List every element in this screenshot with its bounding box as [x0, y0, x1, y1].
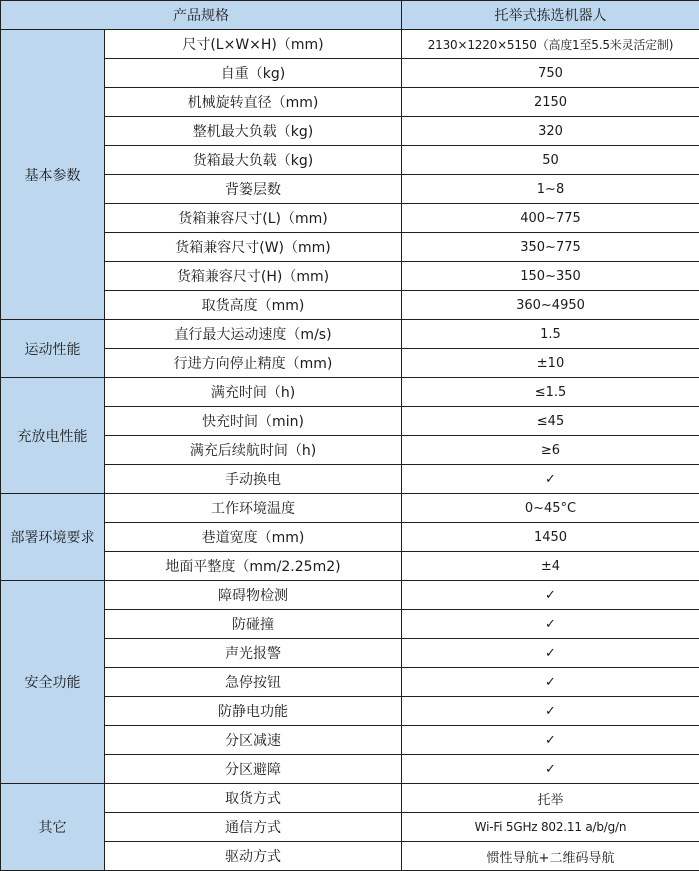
header-row	[1, 1, 699, 30]
category-cell: 运动性能	[1, 320, 105, 378]
table-row	[1, 320, 699, 349]
param-cell: 直行最大运动速度（m/s)	[105, 320, 402, 349]
table-row	[1, 813, 699, 842]
table-row	[1, 262, 699, 291]
table-row	[1, 30, 699, 59]
value-cell: ✓	[402, 610, 699, 639]
table-row	[1, 59, 699, 88]
table-row	[1, 349, 699, 378]
param-cell: 尺寸(L×W×H)（mm)	[105, 30, 402, 59]
value-cell: ±4	[402, 552, 699, 581]
param-cell: 急停按钮	[105, 668, 402, 697]
value-cell: 50	[402, 146, 699, 175]
value-cell: ≥6	[402, 436, 699, 465]
category-cell: 安全功能	[1, 581, 105, 784]
table-row	[1, 639, 699, 668]
value-cell: Wi-Fi 5GHz 802.11 a/b/g/n	[402, 813, 699, 842]
value-cell: ±10	[402, 349, 699, 378]
table-row	[1, 581, 699, 610]
table-row	[1, 291, 699, 320]
value-cell: 150~350	[402, 262, 699, 291]
param-cell: 声光报警	[105, 639, 402, 668]
param-cell: 驱动方式	[105, 842, 402, 871]
param-cell: 巷道宽度（mm)	[105, 523, 402, 552]
table-row	[1, 842, 699, 871]
table-row	[1, 668, 699, 697]
value-cell: 750	[402, 59, 699, 88]
table-row	[1, 552, 699, 581]
header-model: 托举式拣选机器人	[402, 1, 699, 30]
param-cell: 障碍物检测	[105, 581, 402, 610]
value-cell: 2130×1220×5150（高度1至5.5米灵活定制)	[402, 30, 699, 59]
param-cell: 防碰撞	[105, 610, 402, 639]
table-row	[1, 784, 699, 813]
value-cell: ✓	[402, 639, 699, 668]
table-row	[1, 378, 699, 407]
table-header	[1, 1, 699, 30]
param-cell: 通信方式	[105, 813, 402, 842]
value-cell: ✓	[402, 726, 699, 755]
table-row	[1, 117, 699, 146]
table-row	[1, 175, 699, 204]
table-row	[1, 88, 699, 117]
param-cell: 分区减速	[105, 726, 402, 755]
param-cell: 地面平整度（mm/2.25m2)	[105, 552, 402, 581]
value-cell: ≤45	[402, 407, 699, 436]
table-row	[1, 146, 699, 175]
value-cell: 1450	[402, 523, 699, 552]
param-cell: 分区避障	[105, 755, 402, 784]
value-cell: 350~775	[402, 233, 699, 262]
table-row	[1, 465, 699, 494]
value-cell: 0~45°C	[402, 494, 699, 523]
value-cell: ≤1.5	[402, 378, 699, 407]
param-cell: 满充后续航时间（h)	[105, 436, 402, 465]
table-row	[1, 407, 699, 436]
param-cell: 背篓层数	[105, 175, 402, 204]
table-row	[1, 494, 699, 523]
param-cell: 满充时间（h)	[105, 378, 402, 407]
value-cell: 1~8	[402, 175, 699, 204]
value-cell: 360~4950	[402, 291, 699, 320]
param-cell: 整机最大负载（kg)	[105, 117, 402, 146]
table-row	[1, 233, 699, 262]
value-cell: 惯性导航+二维码导航	[402, 842, 699, 871]
param-cell: 手动换电	[105, 465, 402, 494]
param-cell: 自重（kg)	[105, 59, 402, 88]
value-cell: ✓	[402, 755, 699, 784]
table-row	[1, 755, 699, 784]
table-row	[1, 726, 699, 755]
value-cell: 320	[402, 117, 699, 146]
value-cell: 2150	[402, 88, 699, 117]
value-cell: ✓	[402, 697, 699, 726]
value-cell: 托举	[402, 784, 699, 813]
value-cell: 1.5	[402, 320, 699, 349]
param-cell: 货箱兼容尺寸(W)（mm)	[105, 233, 402, 262]
param-cell: 行进方向停止精度（mm)	[105, 349, 402, 378]
param-cell: 货箱兼容尺寸(L)（mm)	[105, 204, 402, 233]
value-cell: ✓	[402, 581, 699, 610]
category-cell: 基本参数	[1, 30, 105, 320]
value-cell: ✓	[402, 668, 699, 697]
table-row	[1, 610, 699, 639]
header-params: 产品规格	[1, 1, 402, 30]
table-row	[1, 697, 699, 726]
param-cell: 工作环境温度	[105, 494, 402, 523]
param-cell: 货箱兼容尺寸(H)（mm)	[105, 262, 402, 291]
value-cell: ✓	[402, 465, 699, 494]
value-cell: 400~775	[402, 204, 699, 233]
table-row	[1, 523, 699, 552]
param-cell: 货箱最大负载（kg)	[105, 146, 402, 175]
table-row	[1, 436, 699, 465]
param-cell: 机械旋转直径（mm)	[105, 88, 402, 117]
param-cell: 防静电功能	[105, 697, 402, 726]
table-body	[1, 30, 699, 871]
category-cell: 其它	[1, 784, 105, 871]
category-cell: 部署环境要求	[1, 494, 105, 581]
category-cell: 充放电性能	[1, 378, 105, 494]
table-row	[1, 204, 699, 233]
param-cell: 取货方式	[105, 784, 402, 813]
param-cell: 快充时间（min)	[105, 407, 402, 436]
param-cell: 取货高度（mm)	[105, 291, 402, 320]
